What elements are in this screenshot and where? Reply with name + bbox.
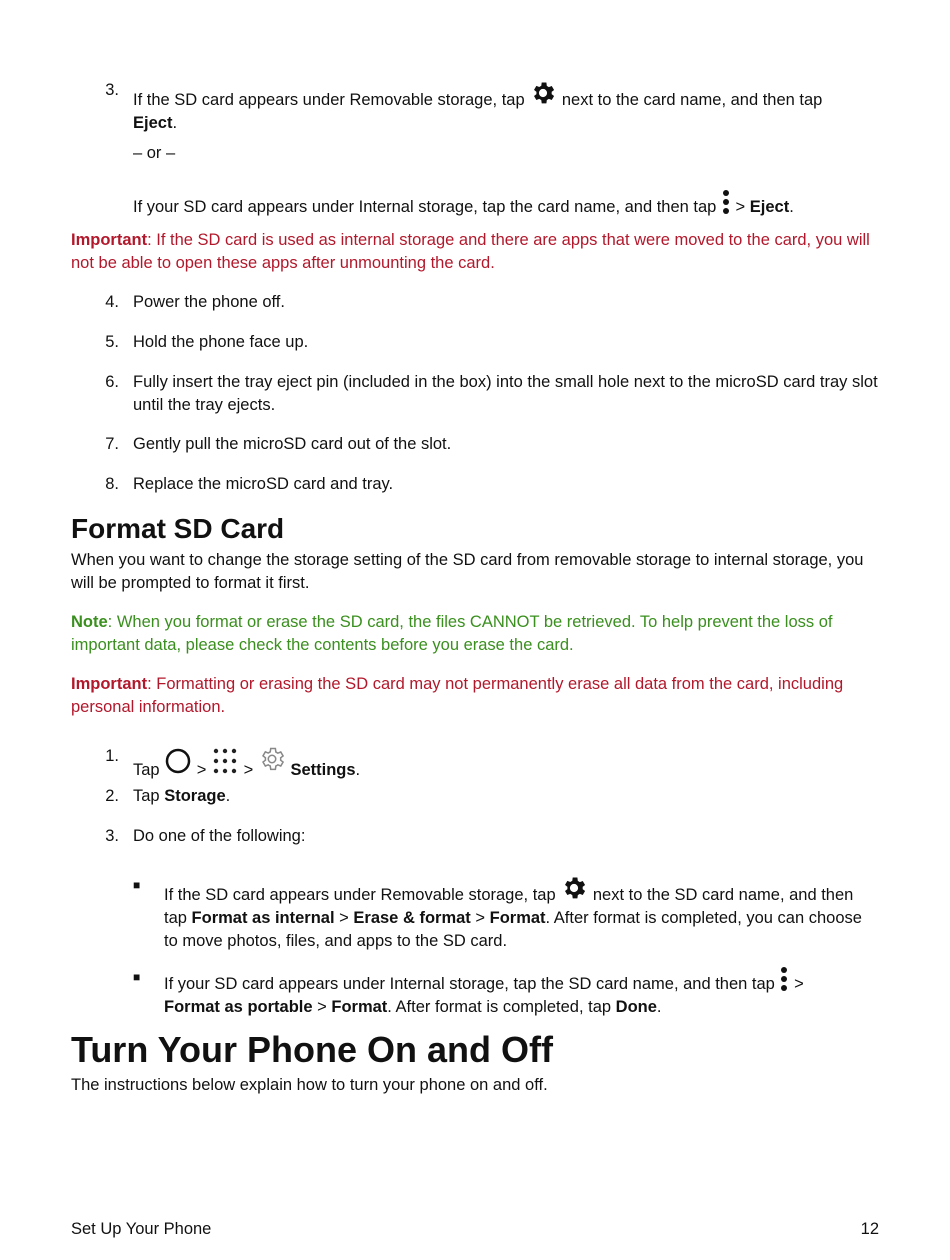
home-circle-icon — [164, 747, 192, 775]
settings-gear-outline-icon — [258, 745, 286, 773]
document-page: 3. If the SD card appears under Removable storage, tap next to the card name, and then tap Eject. – or – If your SD card appears under Internal storage, tap the card name, and then tap > Eject. Important: If the SD card is used as internal storage and there are apps that were moved to the card, you will not be able to open these apps after unmounting the card. 4. Power the phone off. 5. Hold the phone face up. 6. Fully insert the tray eject pin (included in the box) into the small hole next to the microSD card tray slot until the tray ejects. 7. Gently pull the microSD card out of the slot. 8. Replace the microSD card and tray. Format SD Card When you want to change the storage setting of the SD card from removable storage to internal storage, you will be prompted to format it first. Note: When you format or erase the SD card, the files CANNOT be retrieved. To help prevent the loss of important data, please check the contents before you erase the card. Important: Formatting or erasing the SD card may not permanently erase all data from the card, including personal information. 1. Tap > > Settings. 2. Tap Storage. 3. Do one of the following: ■ If the SD card appears under Removable storage, tap next to the SD card name, and then tap Format as internal > Erase & format > Format. After format is completed, you can choose to move photos, files, and apps to the SD card. ■ If your SD card appears under Internal storage, tap the SD card name, and then tap > Format as portable > Format. After format is completed, tap Done. Turn Your Phone On and Off The instructions below explain how to turn your phone on and off. Set Up Your Phone 12 — [71, 81, 879, 1238]
note-notice: Note: When you format or erase the SD card, the files CANNOT be retrieved. To help prevent the loss of important data, please check the contents before you erase the card. — [71, 613, 833, 654]
section-heading-format-sd: Format SD Card — [71, 513, 285, 544]
bullet-marker: ■ — [133, 970, 141, 984]
more-vert-icon — [721, 189, 731, 215]
turn-intro: The instructions below explain how to turn your phone on and off. — [71, 1076, 548, 1094]
more-vert-icon — [779, 966, 789, 992]
section-heading-turn-on-off: Turn Your Phone On and Off — [71, 1029, 553, 1070]
gear-icon — [529, 79, 557, 107]
bullet-marker: ■ — [133, 878, 141, 892]
important-notice-format: Important: Formatting or erasing the SD card may not permanently erase all data from the card, including personal information. — [71, 675, 844, 716]
footer-section-title: Set Up Your Phone — [71, 1220, 212, 1238]
format-intro: When you want to change the storage setting of the SD card from removable storage to internal storage, you will be prompted to format it first. — [71, 551, 864, 592]
or-separator: – or – — [133, 144, 176, 162]
apps-grid-icon — [211, 747, 239, 775]
important-notice-unmount: Important: If the SD card is used as internal storage and there are apps that were moved to the card, you will not be able to open these apps after unmounting the card. — [71, 231, 870, 272]
gear-icon — [560, 874, 588, 902]
footer-page-number: 12 — [860, 1220, 879, 1238]
step-number: 3. — [105, 81, 119, 99]
